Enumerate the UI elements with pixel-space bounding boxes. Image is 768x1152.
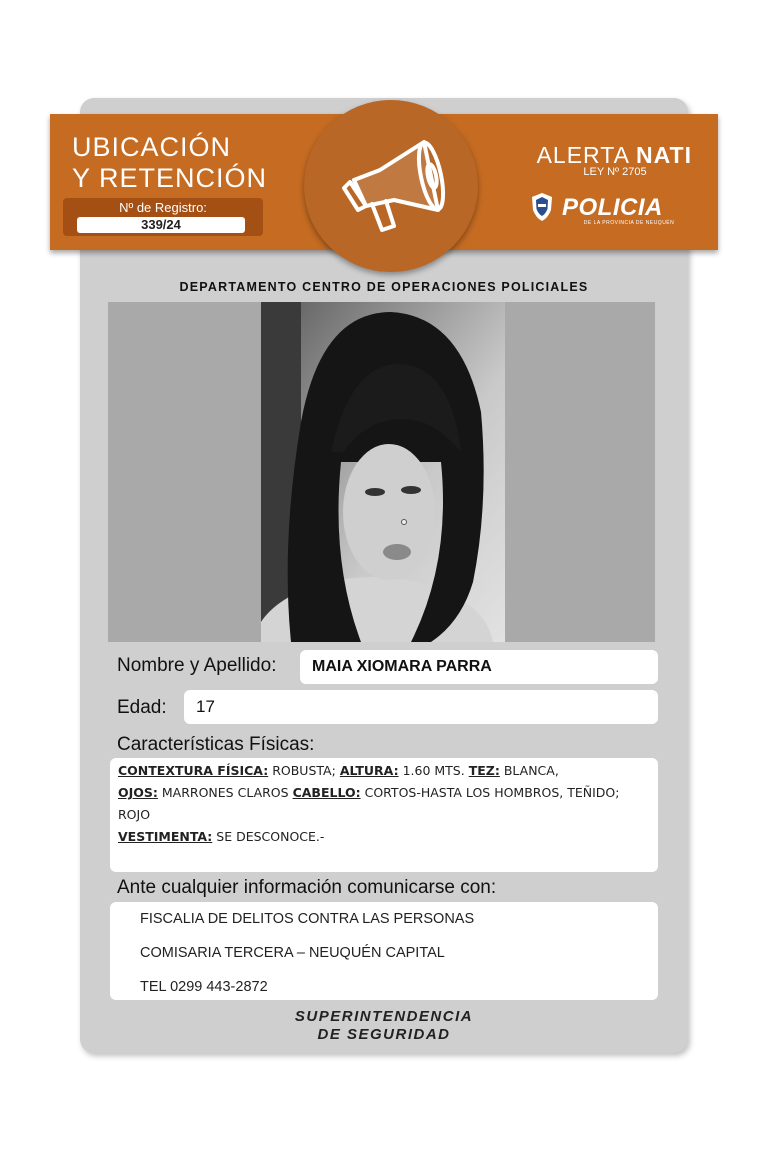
altura-value: 1.60 MTS.	[402, 763, 465, 778]
age-value: 17	[184, 690, 658, 724]
features-line-3	[118, 826, 648, 848]
contact-fiscalia: FISCALIA DE DELITOS CONTRA LAS PERSONAS	[140, 911, 475, 927]
tez-value: BLANCA,	[503, 763, 559, 778]
contact-label: Ante cualquier información comunicarse con:	[117, 877, 497, 898]
ojos-value: MARRONES CLAROS	[161, 785, 289, 800]
cabello-value: CORTOS-HASTA LOS HOMBROS, TEÑIDO; ROJO	[118, 785, 620, 822]
alerta-nati-title	[522, 142, 692, 169]
contact-phone: TEL 0299 443-2872	[140, 979, 268, 995]
department-title: DEPARTAMENTO CENTRO DE OPERACIONES POLICIALES	[179, 280, 589, 294]
person-photo-illustration	[261, 302, 505, 642]
vestimenta-value: SE DESCONOCE.-	[216, 829, 325, 844]
features-line-1	[118, 760, 648, 782]
altura-label: ALTURA:	[339, 763, 399, 778]
tez-label: TEZ:	[468, 763, 500, 778]
person-photo	[261, 302, 505, 642]
features-box	[110, 758, 658, 872]
name-value: MAIA XIOMARA PARRA	[300, 650, 658, 684]
alerta-prefix: ALERTA	[536, 142, 637, 168]
law-number: LEY Nº 2705	[583, 166, 647, 178]
ojos-label: OJOS:	[118, 785, 158, 800]
policia-logo-text: POLICIA	[562, 194, 663, 221]
registration-box	[63, 198, 263, 236]
photo-panel	[108, 302, 655, 642]
megaphone-icon	[322, 118, 458, 254]
registration-label: Nº de Registro:	[119, 200, 207, 215]
name-label: Nombre y Apellido:	[117, 655, 277, 676]
registration-number: 339/24	[77, 217, 245, 233]
police-shield-icon	[530, 192, 554, 222]
features-label: Características Físicas:	[117, 734, 315, 755]
age-label: Edad:	[117, 697, 167, 718]
megaphone-badge	[304, 100, 478, 272]
alert-type-title: UBICACIÓN Y RETENCIÓN	[72, 132, 268, 193]
contextura-value: ROBUSTA;	[272, 763, 336, 778]
contact-box	[110, 902, 658, 1000]
footer-superintendencia: SUPERINTENDENCIA DE SEGURIDAD	[294, 1008, 474, 1043]
contextura-label: CONTEXTURA FÍSICA:	[118, 763, 269, 778]
vestimenta-label: VESTIMENTA:	[118, 829, 213, 844]
contact-comisaria: COMISARIA TERCERA – NEUQUÉN CAPITAL	[140, 945, 445, 961]
policia-province: DE LA PROVINCIA DE NEUQUÉN	[583, 220, 675, 226]
cabello-label: CABELLO:	[292, 785, 361, 800]
alerta-name: NATI	[636, 142, 692, 168]
features-line-2	[118, 782, 648, 826]
